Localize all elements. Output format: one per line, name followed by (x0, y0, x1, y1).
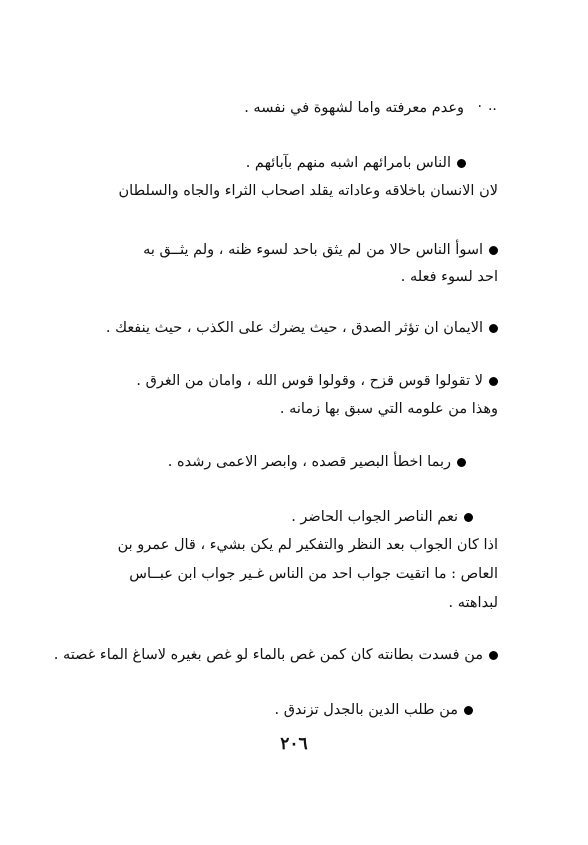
line-text: العاص : ما اتقيت جواب احد من الناس غـير جواب ابن عبــاس (129, 566, 498, 582)
line-text: وعدم معرفته واما لشهوة في نفسه . (244, 100, 464, 116)
text-line (401, 267, 498, 287)
bullet-icon (489, 324, 498, 333)
line-text: لبداهته . (448, 595, 498, 611)
text-line (119, 181, 498, 201)
text-line (129, 564, 498, 584)
text-line (449, 593, 498, 613)
text-line (136, 371, 498, 391)
bullet-icon (457, 159, 466, 168)
line-text: نعم الناصر الجواب الحاضر . (291, 509, 458, 525)
line-text: الايمان ان تؤثر الصدق ، حيث يضرك على الكذب ، حيث ينفعك . (105, 320, 483, 336)
page-number: ٢٠٦ (280, 734, 308, 754)
text-line (106, 318, 498, 338)
bullet-icon (489, 246, 498, 255)
bullet-icon (489, 377, 498, 386)
text-line (118, 535, 498, 555)
text-line (280, 399, 498, 419)
line-text: لان الانسان باخلاقه وعاداته يقلد اصحاب الثراء والجاه والسلطان (118, 183, 498, 199)
bullet-icon (464, 513, 473, 522)
line-text: اذا كان الجواب بعد النظر والتفكير لم يكن بشيء ، قال عمرو بن (117, 537, 498, 553)
bullet-icon (489, 651, 498, 660)
line-text: احد لسوء فعله . (400, 269, 498, 285)
line-text: ربما اخطأ البصير قصده ، وابصر الاعمى رشده . (167, 454, 451, 470)
line-text: اسوأ الناس حالا من لم يثق باحد لسوء ظنه ، ولم يثــق به (143, 242, 483, 258)
text-line (168, 452, 466, 472)
corner-mark: ٠ .. (476, 98, 497, 114)
text-line (54, 645, 498, 665)
line-text: وهذا من علومه التي سبق بها زمانه . (279, 401, 498, 417)
text-line (291, 507, 473, 527)
text-line (275, 700, 473, 720)
text-line (244, 98, 464, 118)
line-text: من فسدت بطانته كان كمن غص بالماء لو غص بغيره لاساغ الماء غصته . (53, 647, 483, 663)
line-text: الناس بامرائهم اشبه منهم بآبائهم . (245, 155, 451, 171)
line-text: لا تقولوا قوس قزح ، وقولوا قوس الله ، وامان من الغرق . (136, 373, 483, 389)
bullet-icon (464, 706, 473, 715)
text-line (143, 240, 498, 260)
text-line (246, 153, 466, 173)
bullet-icon (457, 458, 466, 467)
line-text: من طلب الدين بالجدل تزندق . (274, 702, 458, 718)
